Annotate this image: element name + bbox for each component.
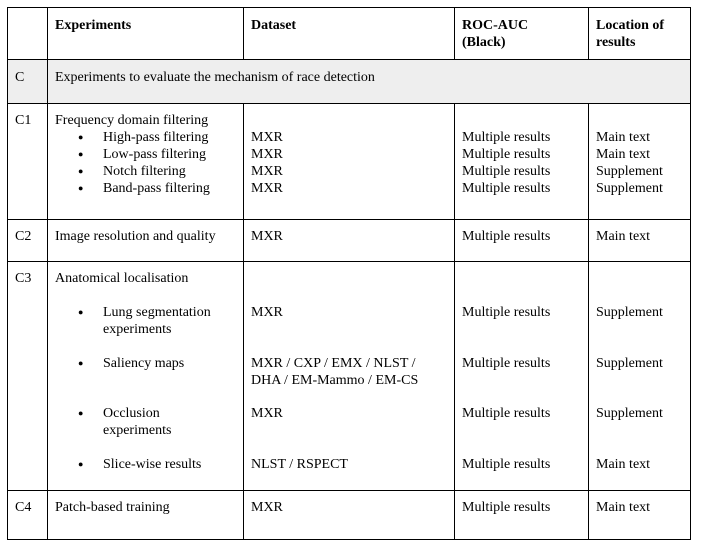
section-title: Experiments to evaluate the mechanism of race detection bbox=[48, 60, 691, 104]
row-id: C1 bbox=[8, 104, 48, 220]
table-row-c1 bbox=[8, 104, 691, 220]
list-item: ● Low-pass filtering bbox=[75, 146, 236, 163]
experiment-cell bbox=[48, 104, 244, 220]
rocauc-cell: Multiple results bbox=[455, 491, 589, 540]
experiment-title: Anatomical localisation bbox=[55, 271, 189, 286]
section-row bbox=[8, 60, 691, 104]
location-cell: Main text Main text Supplement Supplement bbox=[589, 104, 691, 220]
list-item: ● Band-pass filtering bbox=[75, 180, 236, 197]
experiment-title: Frequency domain filtering bbox=[55, 113, 209, 128]
list-item: ● Slice-wise results bbox=[75, 456, 236, 473]
dataset-cell: MXR bbox=[244, 220, 455, 262]
header-dataset: Dataset bbox=[244, 8, 455, 60]
header-experiments: Experiments bbox=[48, 8, 244, 60]
list-item: ● Notch filtering bbox=[75, 163, 236, 180]
location-cell: Main text bbox=[589, 220, 691, 262]
rocauc-cell: Multiple results bbox=[455, 220, 589, 262]
header-id bbox=[8, 8, 48, 60]
header-row bbox=[8, 8, 691, 60]
experiment-title: Patch-based training bbox=[48, 491, 244, 540]
experiments-table bbox=[7, 7, 691, 540]
location-cell: Supplement Supplement Supplement Main text bbox=[589, 262, 691, 491]
rocauc-cell: Multiple results Multiple results Multiple results Multiple results bbox=[455, 262, 589, 491]
header-rocauc: ROC-AUC (Black) bbox=[455, 8, 589, 60]
dataset-cell: MXR MXR MXR MXR bbox=[244, 104, 455, 220]
table-row-c3 bbox=[8, 262, 691, 491]
header-location: Location of results bbox=[589, 8, 691, 60]
dataset-cell: MXR bbox=[244, 491, 455, 540]
dataset-cell: MXR MXR / CXP / EMX / NLST / DHA / EM-Mammo / EM-CS MXR NLST / RSPECT bbox=[244, 262, 455, 491]
experiment-cell bbox=[48, 262, 244, 491]
list-item: ● Lung segmentation experiments bbox=[75, 304, 236, 355]
table-row-c4 bbox=[8, 491, 691, 540]
section-id: C bbox=[8, 60, 48, 104]
table-row-c2 bbox=[8, 220, 691, 262]
row-id: C3 bbox=[8, 262, 48, 491]
bullet-list bbox=[55, 304, 236, 473]
bullet-list bbox=[55, 129, 236, 197]
location-cell: Main text bbox=[589, 491, 691, 540]
list-item: ● Saliency maps bbox=[75, 355, 236, 405]
list-item: ● High-pass filtering bbox=[75, 129, 236, 146]
row-id: C4 bbox=[8, 491, 48, 540]
list-item: ● Occlusion experiments bbox=[75, 405, 236, 456]
rocauc-cell: Multiple results Multiple results Multiple results Multiple results bbox=[455, 104, 589, 220]
experiment-title: Image resolution and quality bbox=[48, 220, 244, 262]
row-id: C2 bbox=[8, 220, 48, 262]
